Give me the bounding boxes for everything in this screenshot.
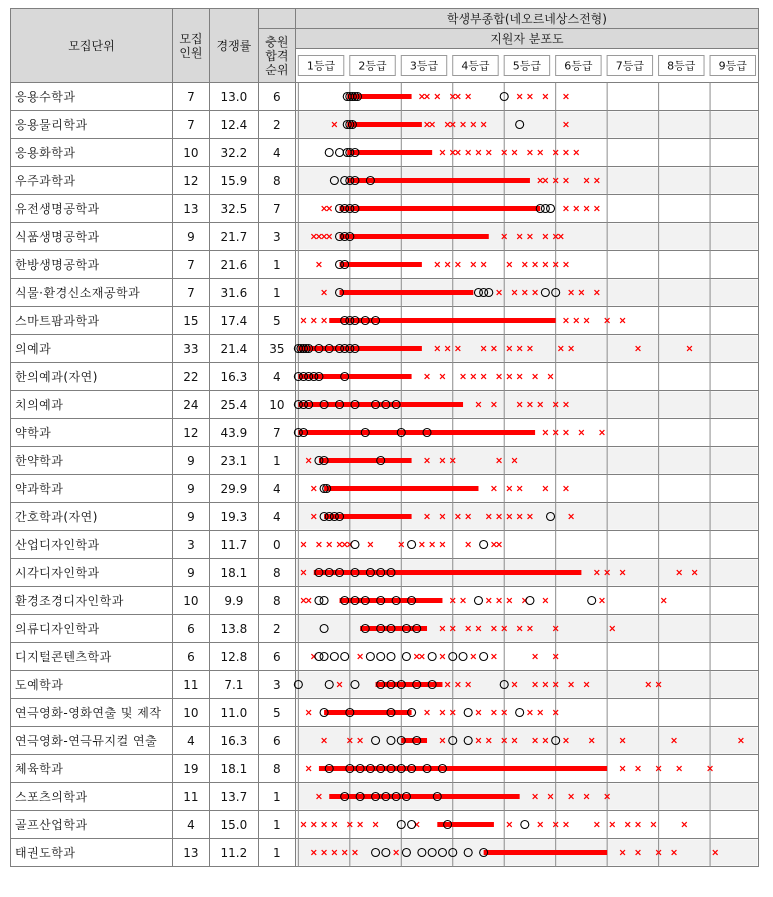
waitlist-rank: 1 [258,783,295,811]
rejected-applicant-mark [564,486,569,491]
admitted-applicant-mark [408,821,416,829]
rejected-applicant-mark [461,374,466,379]
admitted-applicant-mark [526,597,534,605]
rejected-applicant-mark [636,822,641,827]
waitlist-rank: 5 [258,699,295,727]
competition-ratio: 16.3 [209,363,258,391]
recruit-count: 9 [172,223,209,251]
admitted-applicant-mark [459,653,467,661]
waitlist-rank: 8 [258,587,295,615]
rejected-applicant-mark [471,374,476,379]
competition-ratio: 17.4 [209,307,258,335]
recruit-count: 4 [172,811,209,839]
admitted-applicant-mark [320,653,328,661]
grade-label: 9등급 [718,59,747,73]
admitted-applicant-mark [588,597,596,605]
admitted-applicant-mark [341,653,349,661]
recruit-count: 6 [172,615,209,643]
distribution-plot [10,8,759,886]
rejected-applicant-mark [594,822,599,827]
applicant-dense-band [298,346,422,351]
rejected-applicant-mark [455,94,460,99]
grade-label: 3등급 [409,59,439,73]
rejected-applicant-mark [466,150,471,155]
admission-table-figure [10,8,759,886]
rejected-applicant-mark [317,542,322,547]
admitted-applicant-mark [325,149,333,157]
applicant-dense-band [314,570,582,575]
rejected-applicant-mark [476,710,481,715]
rejected-applicant-mark [306,598,311,603]
rejected-applicant-mark [486,150,491,155]
rejected-applicant-mark [538,710,543,715]
dept-name: 약과학과 [11,475,173,503]
recruit-count: 6 [172,643,209,671]
applicant-dense-band [319,458,412,463]
rejected-applicant-mark [455,150,460,155]
header-ratio: 경쟁률 [209,9,258,83]
rejected-applicant-mark [512,150,517,155]
dept-name: 한방생명공학과 [11,251,173,279]
admitted-applicant-mark [521,821,529,829]
rejected-applicant-mark [533,654,538,659]
waitlist-rank: 4 [258,363,295,391]
recruit-count: 33 [172,335,209,363]
applicant-dense-band [360,626,427,631]
recruit-count: 3 [172,531,209,559]
rejected-applicant-mark [419,94,424,99]
rejected-applicant-mark [528,150,533,155]
admitted-applicant-mark [516,709,524,717]
applicant-dense-band [340,290,474,295]
waitlist-rank: 0 [258,531,295,559]
dept-name: 유전생명공학과 [11,195,173,223]
recruit-count: 19 [172,755,209,783]
rejected-applicant-mark [651,822,656,827]
competition-ratio: 16.3 [209,727,258,755]
rejected-applicant-mark [306,710,311,715]
applicant-dense-band [437,822,494,827]
rejected-applicant-mark [507,822,512,827]
competition-ratio: 12.8 [209,643,258,671]
competition-ratio: 11.2 [209,839,258,867]
rejected-applicant-mark [322,206,327,211]
admitted-applicant-mark [377,653,385,661]
admitted-applicant-mark [320,597,328,605]
waitlist-rank: 35 [258,335,295,363]
waitlist-rank: 8 [258,167,295,195]
waitlist-rank: 8 [258,755,295,783]
rejected-applicant-mark [471,654,476,659]
applicant-dense-band [298,402,463,407]
rejected-applicant-mark [594,206,599,211]
grade-label: 7등급 [615,59,644,73]
waitlist-rank: 6 [258,727,295,755]
rejected-applicant-mark [476,150,481,155]
rejected-applicant-mark [440,654,445,659]
grade-label: 4등급 [461,59,490,73]
waitlist-rank: 1 [258,251,295,279]
grade-label: 5등급 [512,59,542,73]
recruit-count: 24 [172,391,209,419]
applicant-dense-band [376,682,443,687]
rejected-applicant-mark [455,262,460,267]
rejected-applicant-mark [528,94,533,99]
row-band [296,672,757,698]
waitlist-rank: 1 [258,447,295,475]
rejected-applicant-mark [564,262,569,267]
rejected-applicant-mark [497,598,502,603]
rejected-applicant-mark [610,822,615,827]
rejected-applicant-mark [600,430,605,435]
rejected-applicant-mark [543,430,548,435]
applicant-dense-band [340,598,443,603]
dept-name: 간호학과(자연) [11,503,173,531]
waitlist-rank: 10 [258,391,295,419]
waitlist-rank: 7 [258,195,295,223]
waitlist-rank: 5 [258,307,295,335]
recruit-count: 9 [172,559,209,587]
rejected-applicant-mark [440,542,445,547]
grade-label: 6등급 [564,59,593,73]
waitlist-rank: 8 [258,559,295,587]
dept-name: 식품생명공학과 [11,223,173,251]
dept-name: 태권도학과 [11,839,173,867]
admitted-applicant-mark [480,653,488,661]
rejected-applicant-mark [543,94,548,99]
rejected-applicant-mark [492,542,497,547]
rejected-applicant-mark [492,710,497,715]
dept-name: 환경조경디자인학과 [11,587,173,615]
admitted-applicant-mark [330,653,338,661]
rejected-applicant-mark [440,710,445,715]
grade-label: 8등급 [667,59,696,73]
admitted-applicant-mark [547,205,555,213]
header-rank: 충원 합격 순위 [258,29,295,83]
dept-name: 응용화학과 [11,139,173,167]
recruit-count: 10 [172,139,209,167]
rejected-applicant-mark [574,206,579,211]
rejected-applicant-mark [677,766,682,771]
waitlist-rank: 1 [258,811,295,839]
dept-name: 스마트팜과학과 [11,307,173,335]
dept-name: 한의예과(자연) [11,363,173,391]
rejected-applicant-mark [517,486,522,491]
rejected-applicant-mark [311,318,316,323]
rejected-applicant-mark [579,430,584,435]
rejected-applicant-mark [620,766,625,771]
rejected-applicant-mark [337,542,342,547]
rejected-applicant-mark [507,598,512,603]
competition-ratio: 23.1 [209,447,258,475]
dept-name: 치의예과 [11,391,173,419]
rejected-applicant-mark [507,374,512,379]
rejected-applicant-mark [466,542,471,547]
dept-name: 시각디자인학과 [11,559,173,587]
rejected-applicant-mark [306,766,311,771]
rejected-applicant-mark [486,598,491,603]
rejected-applicant-mark [533,262,538,267]
competition-ratio: 32.2 [209,139,258,167]
grade-label: 2등급 [358,59,387,73]
rejected-applicant-mark [564,150,569,155]
rejected-applicant-mark [327,206,332,211]
admitted-applicant-mark [464,709,472,717]
rejected-applicant-mark [517,94,522,99]
applicant-dense-band [329,794,519,799]
dept-name: 체육학과 [11,755,173,783]
recruit-count: 13 [172,195,209,223]
rejected-applicant-mark [538,822,543,827]
header-dept: 모집단위 [11,9,173,83]
rejected-applicant-mark [497,374,502,379]
rejected-applicant-mark [301,598,306,603]
waitlist-rank: 6 [258,643,295,671]
rejected-applicant-mark [543,262,548,267]
admitted-applicant-mark [402,653,410,661]
dept-name: 약학과 [11,419,173,447]
rejected-applicant-mark [327,542,332,547]
rejected-applicant-mark [522,262,527,267]
admitted-applicant-mark [351,541,359,549]
rejected-applicant-mark [425,374,430,379]
recruit-count: 9 [172,475,209,503]
applicant-dense-band [347,150,432,155]
recruit-count: 13 [172,839,209,867]
rejected-applicant-mark [311,822,316,827]
waitlist-rank: 6 [258,83,295,111]
competition-ratio: 15.9 [209,167,258,195]
rejected-applicant-mark [430,542,435,547]
rejected-applicant-mark [543,598,548,603]
applicant-dense-band [340,262,422,267]
recruit-count: 7 [172,251,209,279]
waitlist-rank: 2 [258,615,295,643]
rejected-applicant-mark [311,486,316,491]
competition-ratio: 18.1 [209,559,258,587]
rejected-applicant-mark [564,430,569,435]
waitlist-rank: 7 [258,419,295,447]
rejected-applicant-mark [507,486,512,491]
header-main-title: 학생부종합(네오르네상스전형) [295,9,758,29]
rejected-applicant-mark [481,262,486,267]
waitlist-rank: 2 [258,111,295,139]
competition-ratio: 21.7 [209,223,258,251]
rejected-applicant-mark [497,542,502,547]
rejected-applicant-mark [636,766,641,771]
competition-ratio: 15.0 [209,811,258,839]
competition-ratio: 11.7 [209,531,258,559]
rejected-applicant-mark [625,822,630,827]
rejected-applicant-mark [600,598,605,603]
rejected-applicant-mark [419,654,424,659]
competition-ratio: 13.8 [209,615,258,643]
header-recruit: 모집 인원 [172,9,209,83]
admitted-applicant-mark [336,149,344,157]
rejected-applicant-mark [492,654,497,659]
competition-ratio: 32.5 [209,195,258,223]
competition-ratio: 18.1 [209,755,258,783]
applicant-dense-band [340,234,489,239]
recruit-count: 4 [172,727,209,755]
rejected-applicant-mark [425,94,430,99]
recruit-count: 12 [172,167,209,195]
rejected-applicant-mark [301,542,306,547]
applicant-dense-band [298,430,535,435]
competition-ratio: 25.4 [209,391,258,419]
applicant-dense-band [324,514,411,519]
recruit-count: 9 [172,503,209,531]
rejected-applicant-mark [574,150,579,155]
dept-name: 산업디자인학과 [11,531,173,559]
recruit-count: 11 [172,671,209,699]
rejected-applicant-mark [322,822,327,827]
rejected-applicant-mark [373,822,378,827]
rejected-applicant-mark [425,710,430,715]
rejected-applicant-mark [419,542,424,547]
dept-name: 골프산업학과 [11,811,173,839]
applicant-dense-band [329,318,555,323]
rejected-applicant-mark [322,318,327,323]
dept-name: 응용물리학과 [11,111,173,139]
recruit-count: 10 [172,699,209,727]
rejected-applicant-mark [564,318,569,323]
row-band [296,728,757,754]
recruit-count: 12 [172,419,209,447]
competition-ratio: 43.9 [209,419,258,447]
rejected-applicant-mark [358,654,363,659]
admitted-applicant-mark [480,541,488,549]
dept-name: 디지털콘텐츠학과 [11,643,173,671]
rejected-applicant-mark [440,374,445,379]
applicant-dense-band [319,766,607,771]
rejected-applicant-mark [445,262,450,267]
admitted-applicant-mark [428,653,436,661]
rejected-applicant-mark [435,94,440,99]
dept-name: 한약학과 [11,447,173,475]
dept-name: 스포츠의학과 [11,783,173,811]
rejected-applicant-mark [584,318,589,323]
waitlist-rank: 4 [258,475,295,503]
rejected-applicant-mark [507,262,512,267]
recruit-count: 22 [172,363,209,391]
rejected-applicant-mark [533,374,538,379]
rejected-applicant-mark [661,598,666,603]
dept-name: 연극영화-영화연출 및 제작 [11,699,173,727]
recruit-count: 7 [172,83,209,111]
recruit-count: 11 [172,783,209,811]
dept-name: 우주과학과 [11,167,173,195]
rejected-applicant-mark [548,374,553,379]
header-dist-title: 지원자 분포도 [295,29,758,49]
competition-ratio: 11.0 [209,699,258,727]
admitted-applicant-mark [474,597,482,605]
waitlist-rank: 1 [258,839,295,867]
rejected-applicant-mark [435,262,440,267]
rejected-applicant-mark [564,206,569,211]
rejected-applicant-mark [471,262,476,267]
rejected-applicant-mark [342,542,347,547]
waitlist-rank: 1 [258,279,295,307]
applicant-dense-band [324,486,478,491]
admitted-applicant-mark [387,653,395,661]
applicant-dense-band [340,206,541,211]
applicant-dense-band [484,850,608,855]
dept-name: 의류디자인학과 [11,615,173,643]
dept-name: 의예과 [11,335,173,363]
rejected-applicant-mark [414,654,419,659]
competition-ratio: 31.6 [209,279,258,307]
competition-ratio: 12.4 [209,111,258,139]
competition-ratio: 7.1 [209,671,258,699]
rejected-applicant-mark [528,710,533,715]
rejected-applicant-mark [492,486,497,491]
recruit-count: 9 [172,447,209,475]
competition-ratio: 13.0 [209,83,258,111]
dept-name: 연극영화-연극뮤지컬 연출 [11,727,173,755]
applicant-dense-band [347,122,422,127]
competition-ratio: 9.9 [209,587,258,615]
rejected-applicant-mark [461,598,466,603]
competition-ratio: 21.6 [209,251,258,279]
rejected-applicant-mark [332,822,337,827]
competition-ratio: 13.7 [209,783,258,811]
rejected-applicant-mark [517,374,522,379]
recruit-count: 7 [172,111,209,139]
rejected-applicant-mark [538,150,543,155]
rejected-applicant-mark [682,822,687,827]
rejected-applicant-mark [440,150,445,155]
competition-ratio: 21.4 [209,335,258,363]
waitlist-rank: 3 [258,671,295,699]
rejected-applicant-mark [317,262,322,267]
grade-label: 1등급 [306,59,336,73]
rejected-applicant-mark [543,486,548,491]
dept-name: 응용수학과 [11,83,173,111]
rejected-applicant-mark [481,374,486,379]
recruit-count: 10 [172,587,209,615]
rejected-applicant-mark [620,318,625,323]
waitlist-rank: 4 [258,503,295,531]
rejected-applicant-mark [574,318,579,323]
waitlist-rank: 3 [258,223,295,251]
waitlist-rank: 4 [258,139,295,167]
rejected-applicant-mark [584,206,589,211]
applicant-dense-band [324,710,411,715]
rejected-applicant-mark [564,94,569,99]
dept-name: 식물·환경신소재공학과 [11,279,173,307]
admitted-applicant-mark [408,541,416,549]
recruit-count: 7 [172,279,209,307]
rejected-applicant-mark [368,542,373,547]
admitted-applicant-mark [366,653,374,661]
rejected-applicant-mark [564,822,569,827]
rejected-applicant-mark [301,318,306,323]
competition-ratio: 29.9 [209,475,258,503]
rejected-applicant-mark [358,822,363,827]
rejected-applicant-mark [466,94,471,99]
competition-ratio: 19.3 [209,503,258,531]
dept-name: 도예학과 [11,671,173,699]
rejected-applicant-mark [301,822,306,827]
recruit-count: 15 [172,307,209,335]
